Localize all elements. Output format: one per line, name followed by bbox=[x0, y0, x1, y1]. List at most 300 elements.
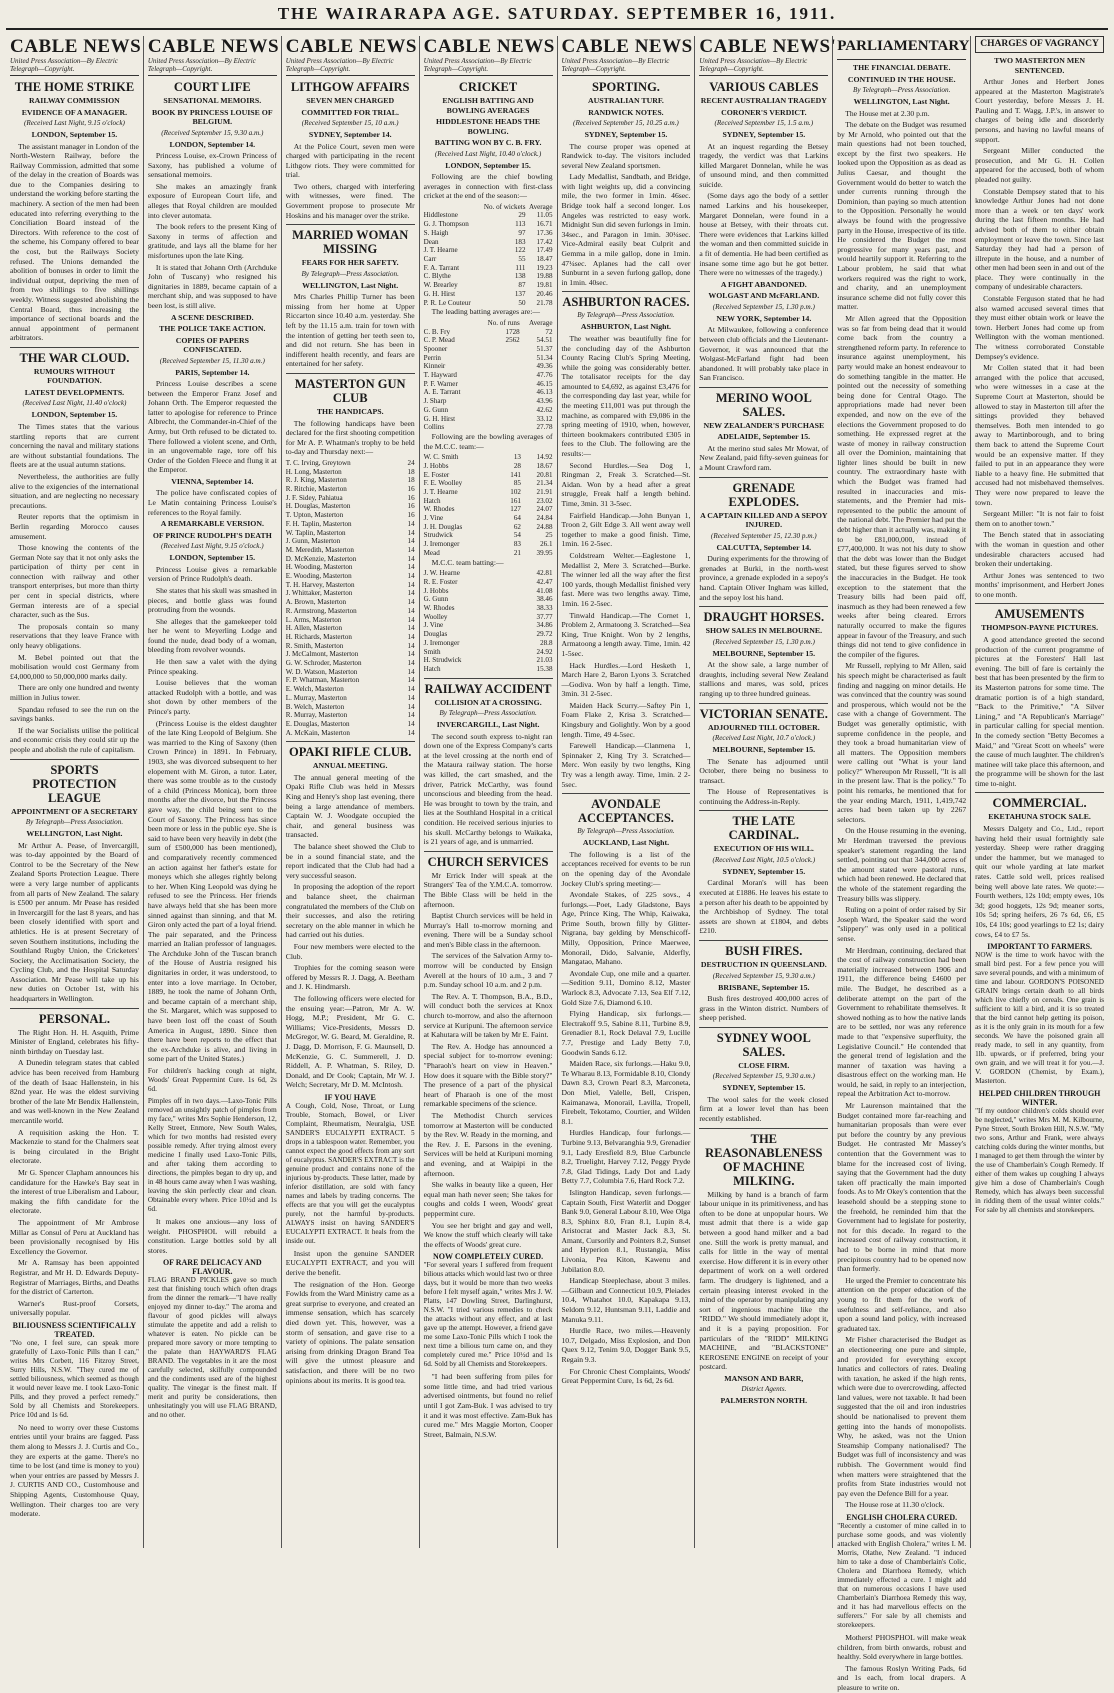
subheading: LONDON, September 15. bbox=[31, 410, 118, 420]
subheading: BOOK BY PRINCESS LOUISE OF BELGIUM. bbox=[152, 107, 273, 126]
article-paragraph: The leading batting averages are:— bbox=[431, 307, 540, 317]
table-cell: 14 bbox=[407, 598, 415, 607]
table-header-cell: No. of runs bbox=[487, 318, 520, 327]
table-row bbox=[286, 537, 415, 546]
table-cell: R. Smith, Masterton bbox=[285, 641, 344, 650]
advertisement bbox=[424, 1252, 553, 1369]
table-cell: G. W. Schroder, Masterton bbox=[285, 659, 362, 668]
table-cell: 14 bbox=[407, 615, 415, 624]
table-cell: 14 bbox=[407, 554, 415, 563]
table-row bbox=[424, 220, 553, 229]
article-paragraph: Mr Russell, replying to Mr Allen, said his speech might be characterised as fault finding and nagging on minor details. He was convinced that the country was sound and prosperous, which would not be the case with a change of Government. The Budget was generally optimistic, with supreme confidence in the people, and they took a broad humanitarian view of all matters. The Opposition members were calling out "What is your land policy?" Whereupon Mr Russell, "It is all in the present law. That is the policy." To point his remarks, he mentioned that for the year ending March, 1911, 1,419,742 acres had been taken up by 2267 selectors. bbox=[837, 661, 967, 824]
article-paragraph: Following are the chief bowling averages in connection with first-class cricket at the end of the season:— bbox=[423, 172, 553, 201]
table-cell: L. Murray, Masterton bbox=[285, 693, 347, 702]
table-cell: T. C. Irving, Greytown bbox=[285, 458, 351, 467]
article-paragraph: The proposals contain so many reservations that they leave France with only heavy obligations. bbox=[10, 621, 139, 651]
subheading: ADJOURNED TILL OCTOBER. bbox=[707, 722, 820, 732]
table-row bbox=[286, 502, 415, 511]
article-paragraph: At an inquest regarding the Betsey tragedy, the verdict was that Larkins killed Margaret Donnelan, while he was of unsound mind, and then committed suicide. bbox=[699, 141, 829, 189]
table-cell: 14 bbox=[407, 641, 415, 650]
table-cell: R. J. King, Masterton bbox=[285, 476, 347, 485]
table-cell: 34.86 bbox=[536, 621, 553, 630]
article-paragraph: M.C.C. team batting:— bbox=[431, 557, 504, 567]
table-cell: 14 bbox=[407, 572, 415, 581]
table-cell: 85 bbox=[513, 479, 521, 488]
column-header bbox=[286, 36, 415, 76]
table-row bbox=[286, 555, 415, 564]
advertisement bbox=[837, 1513, 966, 1630]
table-cell: G. Gunn bbox=[423, 595, 449, 604]
ad-heading: HELPED CHILDREN THROUGH WINTER. bbox=[978, 1089, 1101, 1108]
article-headline: SPORTING. bbox=[591, 80, 660, 94]
table-cell: 21 bbox=[513, 548, 521, 557]
subheading: MELBOURNE, September 15. bbox=[712, 648, 816, 658]
dateline: (Received Last Night, 10.40 o'clock.) bbox=[434, 149, 542, 158]
article-paragraph: The Right Hon. H. H. Asquith, Prime Minister of England, celebrates his fifty-ninth birthday on Tuesday last. bbox=[10, 1027, 139, 1056]
table-row bbox=[424, 345, 553, 354]
table-cell: 24 bbox=[407, 458, 415, 467]
table-cell: 27.78 bbox=[536, 423, 553, 432]
subheading: SYDNEY, September 15. bbox=[722, 130, 806, 139]
subheading: ADELAIDE, September 15. bbox=[717, 432, 811, 442]
table-cell: 14 bbox=[407, 606, 415, 615]
article-paragraph: The police have confiscated copies of Le Matin containing Princess Louise's references to the Royal family. bbox=[147, 488, 277, 517]
article-paragraph: She makes an amazingly frank exposure of European Court life, and alleges that Royal children are moulded into clever automata. bbox=[147, 181, 277, 220]
subheading: TWO MASTERTON MEN SENTENCED. bbox=[994, 56, 1086, 75]
subheading: THE POLICE TAKE ACTION. bbox=[159, 324, 266, 333]
table-row bbox=[424, 299, 553, 308]
subheading: RAILWAY COMMISSION bbox=[29, 96, 120, 105]
table-cell: 42.81 bbox=[536, 569, 553, 578]
table-row bbox=[424, 371, 553, 380]
subheading: WELLINGTON, Last Night. bbox=[853, 97, 950, 106]
article-paragraph: Sergeant Miller: "It is not fair to foist them on to another town." bbox=[975, 509, 1104, 528]
table-cell: 26.1 bbox=[540, 540, 553, 549]
subheading: THE FINANCIAL DEBATE. bbox=[852, 63, 951, 72]
table-row bbox=[286, 685, 415, 694]
table-cell: H. Douglas, Masterton bbox=[285, 502, 351, 511]
press-credit: United Press Association—By Electric Telegraph—Copyright. bbox=[285, 57, 394, 73]
table-row bbox=[286, 589, 415, 598]
article-headline: SPORTS PROTECTION LEAGUE bbox=[10, 759, 139, 805]
column-header bbox=[10, 36, 142, 76]
dateline: (Received Last Night, 11.40 o'clock) bbox=[22, 399, 127, 408]
table-row bbox=[286, 703, 415, 712]
table-cell: J. H. Douglas bbox=[423, 522, 463, 531]
table-cell: J. Gunn, Masterton bbox=[285, 537, 341, 546]
ad-body: "If my outdoor children's colds should ever be neglected," writes Mrs M. M. Kilbourne, Pyne Street, South Broken Hill, N.S.W. "My two sons, Arthur and Frank, were always catching colds during the winter months, but I managed to get them through the winter by the use of Chamberlain's Cough Remedy. If either of them wakes up coughing I always give him a dose of Chamberlain's Cough Remedy, which has always been successful in ridding them of the usual winter colds." For sale by all chemists and storekeepers. bbox=[975, 1107, 1104, 1215]
table-cell: J. Sharp bbox=[423, 397, 447, 406]
article-paragraph: Two others, charged with interfering with witnesses, were fined. The Government propose to prosecute Mr Hoskins and his manager over the strike. bbox=[285, 181, 415, 220]
table-cell: G. H. Hirst bbox=[423, 289, 456, 298]
table-row bbox=[424, 290, 553, 299]
subheading: VIENNA, September 14. bbox=[171, 476, 254, 486]
article-paragraph: The resignation of the Hon. George Fowlds from the Ward Ministry came as a great surprise to everyone, and created an immense sensation, which has scarcely died down yet. This, however, was a storm of sensation, and gave rise to a variety of opinions. The palate sensation arising from drinking Dragon Brand Tea will give the utmost pleasure and satisfaction, and there will be no two opinions about its merits. It is good tea. bbox=[285, 1279, 415, 1385]
article-paragraph: A Dunedin telegram states that cabled advice has been received from Hamburg of the death of Isaac Hallenstein, in his 82nd year. He was the eldest surviving brother of the late Mr Bendix Hallenstein, and was well-known in the New Zealand mercantile world. bbox=[10, 1058, 139, 1125]
table-row bbox=[424, 531, 553, 540]
subheading: LATEST DEVELOPMENTS. bbox=[24, 387, 125, 397]
table-cell: 28 bbox=[513, 461, 521, 470]
table-row bbox=[424, 587, 553, 596]
table-cell: 16 bbox=[407, 511, 415, 520]
table-cell: L. Arms, Masterton bbox=[285, 615, 342, 624]
article-paragraph: Fairfield Handicap.—John Bunyan 1, Troon 2, Gilt Edge 3. All went away well together to make a good finish. Time, 1min. 16 2-5sec. bbox=[561, 510, 691, 549]
table-cell bbox=[475, 345, 520, 354]
subheading: WELLINGTON, Last Night. bbox=[302, 280, 399, 290]
table-cell: R. Armstrong, Masterton bbox=[285, 606, 357, 615]
table-cell: 62 bbox=[513, 522, 521, 531]
column-header bbox=[562, 36, 691, 76]
subheading: DESTRUCTION IN QUEENSLAND. bbox=[700, 960, 827, 970]
column-heading: CHARGES OF VAGRANCY bbox=[975, 36, 1104, 53]
article-headline: OPAKI RIFLE CLUB. bbox=[286, 741, 415, 759]
table-cell: 122 bbox=[514, 246, 526, 255]
table-cell: J. Whittaker, Masterton bbox=[285, 589, 353, 598]
table-cell bbox=[475, 380, 520, 389]
table-cell: F. E. Woolley bbox=[423, 479, 463, 488]
article-paragraph: Hurdles Handicap, four furlongs.—Turbine 9.13, Belvaranghia 9.9, Grenadier 9.1, Lady Eresfield 8.9, Blue Carbuncle 8.2, Truelight, Harvey 7.12, Peggy Pryde 7.8, Glad Tidings, Lady Dot and Lady Betty 7.7, Columbia 7.6, Hard Rock 7.2. bbox=[561, 1128, 691, 1186]
table-cell: 55 bbox=[518, 255, 526, 263]
averages-table bbox=[424, 453, 553, 557]
table-cell bbox=[475, 397, 520, 406]
article-paragraph: Warner's Rust-proof Corsets, universally popular. bbox=[10, 1298, 139, 1318]
ad-body: For children's hacking cough at night, Woods' Great Peppermint Cure. 1s 6d, 2s 6d. bbox=[147, 1067, 277, 1093]
subheading: LONDON, September 15. bbox=[445, 160, 531, 170]
table-cell: Hiddlestone bbox=[423, 211, 458, 220]
table-cell: E. Wooding, Masterton bbox=[285, 572, 352, 581]
article-headline: RAILWAY ACCIDENT bbox=[424, 678, 553, 696]
article-paragraph: Constable Dempsey stated that to his knowledge Arthur Jones had not done more than a week or ten days' work during the last fifteen months. He had advised both of them to either obtain employment or leave the town. Since last Saturday they had had a person of illrepute in the house, and a number of other men had been seen in and out of the place. They were continually in the company of undesirable characters. bbox=[975, 186, 1104, 292]
table-row bbox=[424, 397, 553, 406]
table-row bbox=[424, 639, 553, 648]
article-headline: THE WAR CLOUD. bbox=[10, 347, 139, 365]
table-cell: 14 bbox=[407, 650, 415, 659]
masthead: THE WAIRARAPA AGE. SATURDAY. SEPTEMBER 16, 1911. bbox=[6, 0, 1108, 30]
column-2 bbox=[143, 36, 281, 1548]
article-paragraph: The second south express to-night ran down one of the Express Company's carts at the level crossing at the north end of the Mataura railway station. The horse was killed, the cart smashed, and the driver, Patrick McCarthy, was found unconscious and bleeding from the head. He was brought to town by the train, and lies at the Southland Hospital in a critical condition. He received serious injuries to his skull. McCarthy belongs to Waikaka, is 21 years of age, and is unmarried. bbox=[423, 731, 553, 847]
column-header bbox=[147, 36, 280, 76]
article-headline: THE LATE CARDINAL. bbox=[699, 810, 828, 842]
article-paragraph: Nevertheless, the authorities are fully alive to the exigencies of the international situation, and are neglecting no necessary precautions. bbox=[10, 471, 139, 510]
table-cell: 17.49 bbox=[536, 246, 553, 255]
article-paragraph: The following is a list of the acceptances received for events to be run on the opening day of the Avondale Jockey Club's spring meeting:— bbox=[561, 849, 691, 888]
table-row bbox=[424, 621, 553, 630]
advertisement bbox=[286, 1093, 415, 1246]
table-row bbox=[424, 523, 553, 532]
table-cell: 29.72 bbox=[536, 630, 553, 639]
article-paragraph: The services of the Salvation Army to-morrow will be conducted by Ensign Averell at the hours of 10 a.m., 3 and 7 p.m. Sunday school 10 a.m. and 2 p.m. bbox=[423, 951, 553, 990]
table-row bbox=[424, 380, 553, 389]
article-headline: SYDNEY WOOL SALES. bbox=[699, 1027, 828, 1059]
table-cell: Kinneir bbox=[423, 362, 446, 371]
table-row bbox=[424, 246, 553, 255]
subheading: CALCUTTA, September 14. bbox=[716, 542, 812, 552]
article-paragraph: Mr Allen agreed that the Opposition was so far from being dead that it would come back from the country a strengthened reform party. In reference to insurance against unemployment, his party would make an honest endeavour to do something tangible in the matter. He pointed out the necessity of something being done for Central Otago. The appropriations made had never been expended, and now on the eve of the elections the Government proposed to do something. He expressed regret at the waste of money in railway construction all over the Dominion, maintaining that lighter lines should be built in new country. The extraordinary haste with which the Budget was framed had resulted in inaccuracies and mis-statements, and the Premier had mis-represented to the public the amount of the national debt. The Premier had put the debt higher than it actually was, making it to be £81,000,000, instead of £77,400,000. It was not his duty to show that the debt was lower than the Budget stated, but these figures served to show the inaccuracies in the Budget. He took exception to the statement that the Treasury bills had been paid off, inasmuch as they had been renewed a few weeks after being cleared. Errors naturally occurred to make the figures appear in favour of the Treasury, and such things did not tend to give confidence in the compiler of the figures. bbox=[837, 313, 967, 659]
table-cell: A. McKain, Masterton bbox=[285, 728, 350, 737]
article-paragraph: Cardinal Moran's will has been executed at £1886. He leaves his estate to a person after his death to be appointed by the Archbishop of Sydney. The total assets are shown at £1804, and debts £210. bbox=[699, 878, 829, 936]
article-paragraph: Mr Fisher characterised the Budget as an electioneering one pure and simple, and provided for everything except lunatics and collectors of rates. Dealing with taxation, he asked if the high rents, which were due to overcrowding, affected land values, were not taxable. It had been suggested that the oil and iron industries should be nationalised to prevent them getting into the hands of monopolists. Why, he asked, was not the Union Steamship Company nationalised? The Budget was full of inconsistency and was rubbish. The Government would find when matters were straightened that the profits from State industries would not pay even the Defence Bill for a year. bbox=[837, 1335, 967, 1498]
table-cell: Hatch bbox=[423, 664, 441, 673]
table-cell: 17.36 bbox=[536, 228, 553, 237]
table-cell: 21.91 bbox=[536, 487, 553, 496]
subheading: ANNUAL MEETING. bbox=[312, 761, 388, 771]
table-cell: Spooner bbox=[423, 344, 448, 353]
table-cell: 54.51 bbox=[536, 336, 553, 345]
table-cell: 24.92 bbox=[536, 647, 553, 656]
ad-body: FLAG BRAND PICKLES gave so much zest that finishing touch which often drags from the dinner the remark—"I have really enjoyed my dinner to-day." The aroma and flavour of good pickles will always stimulate the appetite and add a relish to whatever is eaten. No pickle can be prepared more savory or more tempting to the palate than HAYWARD'S FLAG BRAND. The vegetables in it are the most carefully selected, skilfully compounded and the condiments used are of the highest quality. The vinegar is the finest malt. If merit and purity be considerations, then unhesitatingly you will use FLAG BRAND, and no other. bbox=[147, 1276, 277, 1420]
table-cell bbox=[475, 415, 520, 424]
article-headline: AVONDALE ACCEPTANCES. bbox=[562, 793, 691, 825]
article-paragraph: Milking by hand is a branch of farm labour unique in its primitiveness, and has often to be done at unpopular hours. We must admit that there is a wide gap between a good hand milker and a bad one. Still the work is pretty manual, and calls for little in the way of mental exercise. How different it is in every other department of work on a well ordered farm. The drudgery is lightened, and a certain pleasing interest evoked in the mind of the operator by manipulating any sort of ingenious machine like the "RIDD." We should immediately adopt it, and it is a paying proposition. For particulars of the "RIDD" MILKING MACHINE, and "BLACKSTONE" KEROSENE ENGINE on receipt of your postcard. bbox=[699, 1189, 829, 1372]
article-paragraph: Mrs Charles Phillip Turner has been missing from her home at Upper Riccarton since 10.40 a.m. yesterday. She left by the 11.15 a.m. train for town with the intention of getting her teeth seen to, and did not return. She has been in indifferent health recently, and fears are entertained for her safety. bbox=[285, 292, 415, 369]
table-row bbox=[424, 656, 553, 665]
article-paragraph: It is stated that Johann Orth (Archduke John of Tuscany) who resigned his dignitaries in 1889, became captain of a merchant ship, and was supposed to have been lost, is still alive. bbox=[147, 262, 277, 310]
table-cell: 14 bbox=[407, 676, 415, 685]
table-cell: 14 bbox=[407, 537, 415, 546]
dateline: (Received Last Night, 9.15 o'clock.) bbox=[160, 542, 264, 551]
ad-body: "Recently a customer of mine called in to purchase some goods, and was violently attacked with English Cholera," writes I. M. Morris, Olathe, New Zealand. "I induced him to take a dose of Chamberlain's Colic, Cholera and Diarrhoea Remedy, which immediately effected a cure. I might add that on numerous occasions I have used Chamberlain's Diarrhoea Remedy this way, and it has had marvellous effects on the sufferers." For sale by all chemists and storekeepers. bbox=[837, 1522, 967, 1629]
column-6 bbox=[694, 36, 837, 1548]
press-credit: United Press Association—By Electric Telegraph—Copyright. bbox=[561, 57, 670, 73]
article-paragraph: The Times states that the various startling reports that are current concerning the naval and military stations are without substantial foundations. The fleets are at the usual autumn stations. bbox=[10, 421, 139, 470]
column-heading: CABLE NEWS bbox=[147, 36, 280, 57]
table-cell: J. McCalmont, Masterton bbox=[285, 650, 359, 659]
subheading: NEW YORK, September 14. bbox=[716, 313, 812, 323]
table-cell: E. Douglas, Masterton bbox=[285, 719, 350, 728]
table-cell: 14 bbox=[407, 693, 415, 702]
table-cell: 14 bbox=[407, 728, 415, 737]
article-paragraph: No need to worry over these Customs entries until your brains are fagged. Pass them along to Messrs J. J. Curtis and Co., they are experts at the game. There's no time to be lost (and time is money to you) when your entries are passed by Messrs J. J. CURTIS AND CO., Customhouse and Shipping Agents, Customhouse Quay, Wellington. Their charges too are very moderate. bbox=[10, 1422, 139, 1519]
article-paragraph: Arthur Jones was sentenced to two months' imprisonment, and Herbert Jones to one month. bbox=[975, 570, 1104, 599]
subheading: A FIGHT ABANDONED. bbox=[720, 279, 807, 289]
table-cell: 14 bbox=[407, 702, 415, 711]
column-5 bbox=[557, 36, 695, 1548]
subheading: AUSTRALIAN TURF. bbox=[588, 96, 664, 105]
article-paragraph: The House of Representatives is continuing the Address-in-Reply. bbox=[699, 787, 829, 806]
subheading: APPOINTMENT OF A SECRETARY bbox=[11, 806, 138, 816]
table-cell: G. H. Hirst bbox=[423, 414, 456, 423]
subheading: THOMPSON-PAYNE PICTURES. bbox=[981, 623, 1099, 633]
table-cell: E. Welch, Masterton bbox=[285, 685, 344, 694]
article-paragraph: She walks in beauty like a queen, Her equal man hath never seen; She takes for coughs and colds I ween, Woods' great peppermint cure. bbox=[423, 1180, 553, 1218]
press-credit: United Press Association—By Electric Telegraph—Copyright. bbox=[10, 57, 118, 73]
subheading: WELLINGTON, Last Night. bbox=[26, 829, 123, 839]
table-cell: 51.37 bbox=[536, 344, 553, 353]
table-cell: 33.12 bbox=[536, 414, 553, 423]
subheading: HIDDLESTONE HEADS THE BOWLING. bbox=[435, 117, 541, 136]
subheading: A SCENE DESCRIBED. bbox=[171, 312, 254, 322]
table-cell: 1728 bbox=[505, 327, 520, 336]
article-paragraph: She alleges that the gamekeeper told her he went to Meyerling Lodge and found the nude, dead body of a woman, bleeding from revolver wounds. bbox=[147, 616, 277, 655]
table-cell: Dean bbox=[423, 237, 439, 246]
table-cell: 14 bbox=[407, 528, 415, 537]
article-headline: CRICKET bbox=[458, 80, 518, 94]
table-cell: A. Brown, Masterton bbox=[285, 598, 347, 607]
article-paragraph: At the show sale, a large number of draughts, including several New Zealand stallions and mares, was sold, prices ranging up to three hundred guineas. bbox=[699, 660, 829, 698]
table-row bbox=[286, 650, 415, 659]
table-row bbox=[424, 549, 553, 558]
columns-container bbox=[6, 36, 1108, 1692]
table-cell bbox=[475, 362, 520, 371]
table-row bbox=[286, 459, 415, 468]
table-cell: 46.13 bbox=[536, 388, 553, 397]
table-cell: S. Haigh bbox=[423, 228, 449, 237]
table-cell: 51.34 bbox=[536, 353, 553, 362]
table-cell bbox=[475, 371, 520, 380]
table-cell: 18.67 bbox=[536, 461, 553, 470]
table-cell: 16.71 bbox=[536, 220, 553, 229]
article-headline: THE REASONABLENESS OF MACHINE MILKING. bbox=[699, 1128, 828, 1188]
table-row bbox=[286, 659, 415, 668]
table-cell: 14 bbox=[407, 711, 415, 720]
handicap-list bbox=[286, 459, 415, 738]
table-cell: 39.95 bbox=[536, 548, 553, 557]
subheading: FEARS FOR HER SAFETY. bbox=[301, 258, 399, 268]
article-paragraph: Maiden Race, six furlongs.—Haku 9.0, Te Wharau 8.13, Formidable 8.10, Clondy Dawn 8.3, Crown Pearl 8.3, Marconeta, Don Miel, Valelle, Bell, Crispen, Kaimanawa, Monorail, Lavilla, Tropell, Firebelt, Tekotamo, Courtier, and Wilden 8.1. bbox=[561, 1059, 691, 1126]
table-cell: D. McKenzie, Masterton bbox=[285, 554, 357, 563]
subheading: SYDNEY, September 15. bbox=[584, 130, 668, 139]
table-row bbox=[286, 476, 415, 485]
table-cell: 46.15 bbox=[536, 379, 553, 388]
article-headline: MASTERTON GUN CLUB bbox=[286, 373, 415, 405]
table-cell: 83 bbox=[513, 540, 521, 549]
article-paragraph: For Chronic Chest Complaints, Woods' Great Peppermint Cure, 1s 6d, 2s 6d. bbox=[561, 1366, 691, 1386]
table-header-cell bbox=[424, 203, 478, 212]
table-cell: C. Blythe bbox=[423, 272, 451, 281]
article-paragraph: Trophies for the coming season were offered by Messrs R. J. Dagg, A. Beetham and J. K. Hindmarsh. bbox=[285, 963, 415, 992]
averages-table bbox=[424, 203, 553, 307]
table-cell: W. Rhodes bbox=[423, 603, 455, 612]
dateline: By Telegraph—Press Association. bbox=[853, 86, 951, 94]
table-cell: T. Upton, Masterton bbox=[285, 511, 344, 520]
article-paragraph: Maiden Hack Scurry.—Saftey Pin 1, Foam Flake 2, Krisa 3. Scratched—Kingsbury and Golightly. Won by a good length. Time, 49 4-5sec. bbox=[561, 700, 691, 739]
table-row bbox=[424, 415, 553, 424]
table-cell: T. Hayward bbox=[423, 371, 457, 380]
article-paragraph: The House rose at 11.30 o'clock. bbox=[845, 1500, 945, 1510]
subheading: INVERCARGILL, Last Night. bbox=[436, 720, 540, 730]
table-cell: 14 bbox=[407, 545, 415, 554]
table-cell: 24.84 bbox=[536, 514, 553, 523]
table-cell: 38.33 bbox=[536, 603, 553, 612]
article-paragraph: Mothers! PHOSPHOL will make weak children, from birth onwards, robust and healthy. Sold everywhere in large bottles. bbox=[837, 1633, 967, 1662]
article-paragraph: The balance sheet showed the Club to be in a sound financial state, and the report indicated that the Club had had a very successful season. bbox=[285, 842, 415, 880]
table-cell: 13 bbox=[513, 453, 521, 462]
table-row bbox=[424, 264, 553, 273]
article-paragraph: Princess Louise gives a remarkable version of Prince Rudolph's death. bbox=[147, 564, 277, 584]
article-paragraph: The debate on the Budget was resumed by Mr Arnold, who pointed out that the main questions had not been touched, except by the first two speakers. He looked upon the Opposition as as dead as Julius Caesar, and thought the Government would do better to watch the under currents running through the Dominion, than paying so much attention to the Opposition. Personally he would always be found with the progressive party in the House, irrespective of its title. He considered the Budget the most progressive for many years past, and would heartily support it. Referring to the Labour problem, he said that what workers required was the right to work, and charity, and an unemployment insurance scheme did not fully cover this matter. bbox=[837, 120, 967, 312]
table-cell: A. E. Tarrant bbox=[423, 388, 461, 397]
article-headline: BUSH FIRES. bbox=[699, 940, 828, 958]
table-cell: H. Wooding, Masterton bbox=[285, 563, 353, 572]
table-row bbox=[286, 572, 415, 581]
dateline: (Received September 15, 9.30 a.m.) bbox=[712, 971, 815, 980]
table-row bbox=[286, 563, 415, 572]
article-paragraph: Hack Hurdles.—Lord Hesketh 1, March Hare 2, Baron Lyons 3. Scratched—Godiva. Won by half a length. Time, 3min. 31 2-5sec. bbox=[561, 660, 691, 699]
table-cell: W. Brearley bbox=[423, 281, 458, 290]
subheading: CORONER'S VERDICT. bbox=[721, 107, 807, 117]
table-cell: W. C. Smith bbox=[423, 453, 459, 462]
table-cell: 87 bbox=[518, 281, 526, 290]
table-header-cell: Average bbox=[529, 202, 553, 211]
article-paragraph: Mr A. Ramsay has been appointed Registrar, and Mr H. D. Edwards Deputy-Registrar of Marriages, Births, and Deaths for the district of Carterton. bbox=[10, 1258, 139, 1297]
subheading: CLOSE FIRM. bbox=[738, 1060, 790, 1070]
column-7 bbox=[832, 36, 970, 1692]
table-row bbox=[424, 336, 553, 345]
article-paragraph: Mr Errick Inder will speak at the Strangers' Tea of the Y.M.C.A. tomorrow. The Bible Class will be held in the afternoon. bbox=[423, 870, 553, 909]
table-cell: 16 bbox=[407, 502, 415, 511]
table-cell: J. T. Hearne bbox=[423, 487, 458, 496]
table-row bbox=[424, 453, 553, 462]
table-cell: Strudwick bbox=[423, 531, 453, 540]
article-paragraph: Lady Medallist, Sandbath, and Bridge, with light weights up, did a convincing mile, the two former in 1min. 46sec. Bridge took half a second longer. Los Angeles was restricted to easy work. Midnight Sun did seven furlongs in 1min. 34sec., and Paragon in 1min. 30¼sec. Vice-Admiral easily beat Culprit and Gemma in a mile gallop, done in 1min. 47¼sec. Aplanes had the call over Sunburnt in a seven furlong gallop, done in 1min. 40sec. bbox=[561, 172, 691, 287]
article-paragraph: "I had been suffering from piles for some little time, and had tried various advertised ointments, but found no relief until I got Zam-Buk. I was advised to try it and it was most effective. Zam-Buk has cured me." Mrs Maggie Morton, Cooper Street, Balmain, N.S.W. bbox=[423, 1372, 553, 1439]
table-cell: 20.81 bbox=[536, 470, 553, 479]
table-cell: 28.8 bbox=[540, 638, 553, 647]
subheading: SEVEN MEN CHARGED bbox=[306, 96, 395, 105]
subheading: MANSON AND BARR, bbox=[724, 1373, 804, 1383]
subheading: MELBOURNE, September 15. bbox=[712, 745, 816, 754]
column-header bbox=[699, 36, 837, 76]
table-cell: 43.96 bbox=[536, 397, 553, 406]
table-cell: 161 bbox=[510, 496, 521, 505]
article-paragraph: Mr Herdman, continuing, declared that the cost of railway construction had been materially increased between 1906 and 1911, the difference being £4600 per mile. The Budget, he described as a deliberate attempt on the part of the Government to rehabilitate themselves. It showed nothing as to how the native lands are to be settled, nor was any reference made to that "expensive superfluity, the Legislative Council." He contended that the general trend of legislation and the manner of taxation was having a disastrous effect on the working man. He would, he said, in reply to an interjection, repeal the Arbitration Act to-morrow. bbox=[837, 945, 967, 1099]
table-row bbox=[424, 665, 553, 674]
subheading: AUCKLAND, Last Night. bbox=[582, 838, 670, 848]
article-paragraph: Avondale Stakes, of 225 sovs., 4 furlongs.—Poet, Lady Gladstone, Bays Age, Prince King, The Whip, Kaiwaka, Prime South, brown filly by Glitter-Nigrana, bay gelding by Menschicoff-Milly, Opposition, Prince Maerwee, Monorail, Dido, Salvanie, Alderfly, Mangatao, Mahano. bbox=[561, 890, 691, 967]
table-cell: 14.92 bbox=[536, 453, 553, 462]
article-paragraph: The following officers were elected for the ensuing year:—Patron, Mr A. W. Hogg, M.P.; President, Mr G. C. Williams; Vice-Presidents, Messrs D. McGregor, W. G. Beard, M. Geraldine, R. J. Dagg, D. Morrison, F. G. Maunsell, D. McKenzie, G. C. Summerell, J. D. Riddell, A. P. Whatman, S. Riley, D. Donald, and Dr Cook; Captain, Mr W. J. Welch; Secretary, Mr D. M. McIntosh. bbox=[285, 993, 415, 1090]
subheading: NEW ZEALANDER'S PURCHASE bbox=[703, 420, 825, 430]
table-row bbox=[424, 595, 553, 604]
table-row bbox=[424, 229, 553, 238]
table-cell: 16 bbox=[407, 484, 415, 493]
article-paragraph: At the Police Court, seven men were charged with participating in the recent Lithgow riots. They were committed for trial. bbox=[285, 141, 415, 180]
table-row bbox=[424, 462, 553, 471]
table-cell: P. F. Warner bbox=[423, 379, 458, 388]
subheading: COLLISION AT A CROSSING. bbox=[434, 697, 542, 707]
table-cell: 41.08 bbox=[536, 586, 553, 595]
subheading: OF PRINCE RUDOLPH'S DEATH bbox=[152, 530, 272, 540]
table-row bbox=[286, 633, 415, 642]
table-cell: 24.07 bbox=[536, 505, 553, 514]
table-row bbox=[424, 272, 553, 281]
table-cell: 24.88 bbox=[536, 522, 553, 531]
table-row bbox=[424, 354, 553, 363]
article-paragraph: The wool sales for the week closed firm at a lower level than has been recently established. bbox=[699, 1094, 829, 1123]
ad-heading: OF RARE DELICACY AND FLAVOUR. bbox=[162, 1258, 262, 1277]
dateline: By Telegraph—Press Association. bbox=[577, 827, 675, 836]
table-header-row bbox=[424, 203, 553, 212]
table-cell: W. Taplin, Masterton bbox=[285, 528, 346, 537]
subheading: SYDNEY, September 15. bbox=[722, 1083, 806, 1093]
table-cell bbox=[475, 388, 520, 397]
table-row bbox=[424, 211, 553, 220]
article-paragraph: Second Hurdles.—Sea Dog 1, Ringman 2, Freak 3. Scratched—St. Aidan. Won by a head after a great struggle, Freak half a length behind. Time, 3min. 31 3-5sec. bbox=[561, 460, 691, 508]
article-paragraph: The weather was beautifully fine for the concluding day of the Ashburton County Racing Club's Spring Meeting, while the going was considerably better. The totalisator receipts for the day amounted to £4,692, as against £3,476 for the corresponding day last year, while for the meeting £11,001 was put through the machine, as compared with £9,086 in the spring meeting of 1910, when, however, thirteen bookmakers contributed £305 in fees to the Club. The following are the results:— bbox=[561, 333, 691, 459]
ad-body: A Cough, Cold, Nose, Throat, or Lung Trouble, Stomach, Bowel, or Liver Complaint, Rheumatism, Neuralgia, USE SANDER'S EUCALYPTI EXTRACT. 5 drops in a tablespoon water. Remember, you cannot expect the good effects from any sort of eucalyptus. SANDER'S EXTRACT is the genuine product and contains none of the injurious by-products. These latter, made by inferior distillation, are sold with fancy names and labels by trading concerns. The effects are that you will get the eucalyptus purely, not the harmful by-products. ALWAYS insist on having SANDER'S EUCALYPTI EXTRACT. It heals from the inside out. bbox=[285, 1101, 415, 1245]
dateline: (Received Last Night, 10.5 o'clock.) bbox=[712, 855, 816, 864]
table-row bbox=[424, 423, 553, 432]
table-cell: 49.36 bbox=[536, 362, 553, 371]
subheading: A CAPTAIN KILLED AND A SEPOY INJURED. bbox=[700, 510, 828, 530]
dateline: District Agents. bbox=[741, 1385, 787, 1394]
article-paragraph: Bush fires destroyed 400,000 acres of grass in the Winton district. Numbers of sheep perished. bbox=[699, 994, 829, 1023]
table-row bbox=[286, 520, 415, 529]
press-credit: United Press Association—By Electric Telegraph—Copyright. bbox=[699, 57, 808, 73]
table-row bbox=[424, 479, 553, 488]
article-paragraph: The annual general meeting of the Opaki Rifle Club was held in Messrs King and Henry's shop last evening, there being a large attendance of members. Captain W. J. Woodgate occupied the chair, and general business was transacted. bbox=[285, 772, 415, 840]
article-paragraph: The Senate has adjourned until October, there being no business to transact. bbox=[699, 756, 829, 785]
